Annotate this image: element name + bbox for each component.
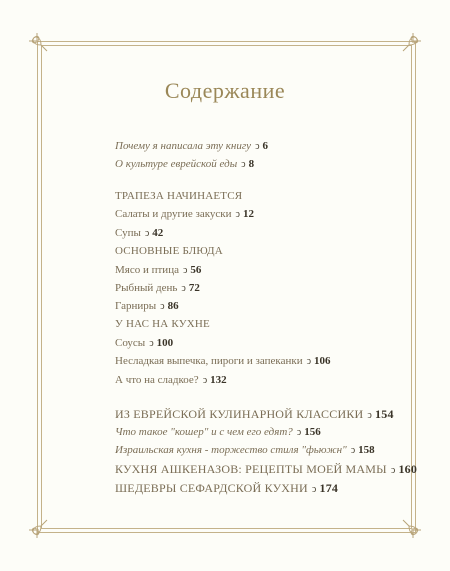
toc-page-number: 42 (152, 227, 164, 239)
toc-page-number: 8 (248, 158, 255, 170)
toc-page-number: 156 (304, 426, 321, 438)
toc-entry-label: ОСНОВНЫЕ БЛЮДА (115, 245, 223, 257)
toc-entry[interactable] (115, 337, 173, 349)
toc-entry[interactable] (115, 407, 394, 422)
toc-entry[interactable] (115, 140, 268, 152)
toc-entry[interactable] (115, 158, 254, 170)
toc-entry[interactable] (115, 444, 375, 456)
toc-entry[interactable] (115, 426, 321, 438)
toc-page-number: 174 (319, 481, 339, 495)
toc-entry-label: Израильская кухня - торжество стиля "фьюжн" (115, 444, 347, 456)
toc-page-number: 106 (314, 355, 331, 367)
toc-entry[interactable] (115, 282, 200, 294)
page-mark-icon: ↄ (181, 283, 186, 294)
toc-entry-label: Соусы (115, 337, 146, 349)
toc-section-heading[interactable] (115, 318, 210, 330)
toc-entry-label: КУХНЯ АШКЕНАЗОВ: РЕЦЕПТЫ МОЕЙ МАМЫ (115, 462, 387, 476)
toc-entry-label: Гарниры (115, 300, 157, 312)
page-mark-icon: ↄ (160, 301, 165, 312)
page-mark-icon: ↄ (149, 338, 154, 349)
toc-page-number: 158 (358, 444, 375, 456)
toc-entry-label: О культуре еврейской еды (115, 158, 238, 170)
toc-entry-label: А что на сладкое? (115, 374, 199, 386)
page-mark-icon: ↄ (255, 141, 260, 152)
toc-section-heading[interactable] (115, 190, 242, 202)
toc-entry[interactable] (115, 374, 227, 386)
page-mark-icon: ↄ (202, 375, 208, 386)
page-mark-icon: ↄ (182, 265, 188, 276)
toc-page-number: 6 (262, 140, 269, 152)
toc-entry[interactable] (115, 208, 254, 220)
page-mark-icon: ↄ (306, 356, 312, 367)
toc-entry[interactable] (115, 355, 331, 367)
corner-ornament-top-left (27, 31, 59, 63)
page-mark-icon: ↄ (235, 209, 240, 220)
toc-entry-label: Мясо и птица (115, 264, 179, 276)
toc-entry-label: Что такое "кошер" и с чем его едят? (115, 426, 293, 438)
page-mark-icon: ↄ (311, 484, 317, 495)
toc-page-number: 160 (398, 462, 418, 476)
page-mark-icon: ↄ (241, 159, 246, 170)
toc-section-heading[interactable] (115, 245, 223, 257)
corner-ornament-bottom-left (27, 508, 59, 540)
toc-entry[interactable] (115, 300, 179, 312)
toc-page-number: 12 (242, 208, 254, 220)
toc-entry-label: Салаты и другие закуски (115, 208, 232, 220)
toc-entry-label: ШЕДЕВРЫ СЕФАРДСКОЙ КУХНИ (115, 481, 308, 495)
page-mark-icon: ↄ (367, 410, 373, 421)
toc-page-number: 56 (190, 264, 202, 276)
inner-frame-border (41, 45, 412, 529)
toc-entry[interactable] (115, 462, 417, 477)
page-mark-icon: ↄ (144, 228, 150, 239)
page-mark-icon: ↄ (390, 465, 396, 476)
toc-entry-label: Несладкая выпечка, пироги и запеканки (115, 355, 303, 367)
toc-entry-label: ИЗ ЕВРЕЙСКОЙ КУЛИНАРНОЙ КЛАССИКИ (115, 407, 364, 421)
toc-entry-label: Почему я написала эту книгу (115, 140, 252, 152)
toc-entry-label: Супы (115, 227, 141, 239)
toc-entry[interactable] (115, 227, 163, 239)
toc-entry-label: ТРАПЕЗА НАЧИНАЕТСЯ (115, 190, 243, 202)
page-title: Содержание (164, 78, 286, 103)
page-mark-icon: ↄ (296, 427, 302, 438)
page-mark-icon: ↄ (350, 445, 356, 456)
corner-ornament-top-right (391, 31, 423, 63)
toc-page-number: 100 (156, 337, 174, 349)
toc-entry[interactable] (115, 264, 201, 276)
toc-entry[interactable] (115, 481, 338, 496)
toc-page-number: 154 (375, 407, 394, 421)
toc-page-number: 86 (167, 300, 179, 312)
corner-ornament-bottom-right (391, 508, 423, 540)
toc-page-number: 72 (188, 282, 200, 294)
toc-entry-label: Рыбный день (115, 282, 178, 294)
toc-entry-label: У НАС НА КУХНЕ (115, 318, 210, 330)
toc-page-number: 132 (210, 374, 227, 386)
